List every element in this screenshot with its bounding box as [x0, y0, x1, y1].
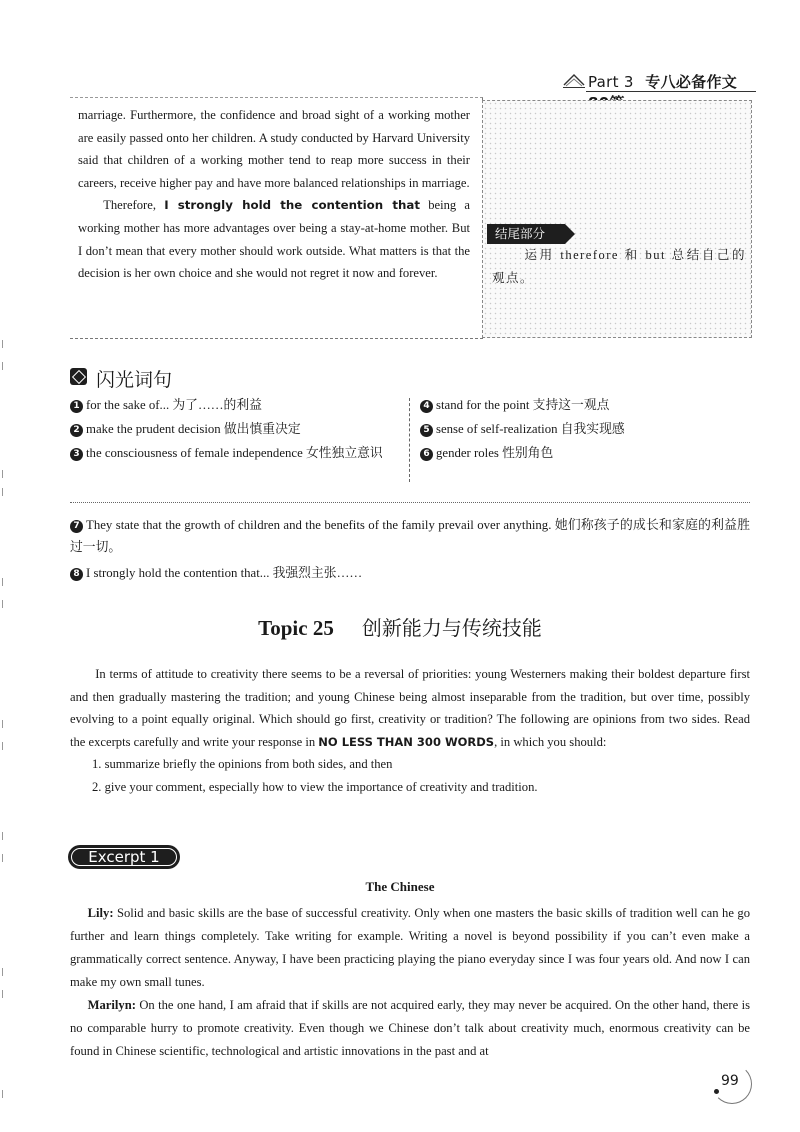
speaker-paragraph-lily	[70, 902, 750, 994]
word-requirement: NO LESS THAN 300 WORDS	[318, 734, 495, 749]
list-item	[70, 562, 750, 584]
list-item	[420, 418, 750, 440]
side-note-text	[492, 244, 746, 290]
item-number: 1	[70, 400, 83, 413]
item-text: make the prudent decision 做出慎重决定	[86, 422, 301, 436]
list-item	[420, 442, 750, 464]
flash-title: 闪光词句	[96, 369, 173, 391]
prompt-point-2: 2. give your comment, especially how to view the importance of creativity and tradition.	[92, 779, 538, 794]
scan-edge-marks	[2, 0, 8, 1132]
item-number: 8	[70, 568, 83, 581]
essay-tail	[78, 104, 470, 285]
running-header	[562, 70, 752, 92]
speaker-text: Solid and basic skills are the base of successful creativity. Only when one masters the basic skills of tradition well can he go further and learn things completely. Take writing for example. Writing a novel is beyond possibility if you can’t even make a grammatically correct sentence. Anyway, I have been practicing playing the piano everyday since I was four years old. And now I can make my own small tunes.	[70, 906, 750, 989]
prompt-intro	[70, 663, 750, 753]
list-item	[420, 394, 750, 416]
diamond-icon	[70, 368, 87, 385]
item-text: gender roles 性别角色	[436, 446, 554, 460]
essay-paragraph-2-end: being a working mother has more advantages over being a stay-at-home mother. But I don’t mean that every mother should work outside. What matters is that the decision is her own choice and she would not regret it now and forever.	[78, 198, 470, 281]
prompt-text-end: , in which you should:	[494, 734, 607, 749]
topic-title: 创新能力与传统技能	[361, 616, 542, 640]
item-text: stand for the point 支持这一观点	[436, 398, 610, 412]
task-prompt	[70, 663, 750, 799]
item-text: They state that the growth of children and the benefits of the family prevail over anything. 她们称孩子的成长和家庭的利益胜过一切。	[70, 518, 750, 554]
excerpt-tag-label: Excerpt 1	[88, 848, 160, 866]
essay-paragraph-2-start: Therefore,	[103, 198, 165, 213]
item-number: 6	[420, 448, 433, 461]
prompt-point-1: 1. summarize briefly the opinions from both sides, and then	[92, 757, 393, 772]
excerpt-tag	[68, 845, 180, 869]
list-item	[70, 394, 400, 416]
section-divider	[70, 502, 750, 503]
column-divider	[409, 398, 410, 482]
item-number: 2	[70, 424, 83, 437]
list-item	[70, 514, 750, 558]
item-number: 7	[70, 520, 83, 533]
item-number: 5	[420, 424, 433, 437]
excerpt-title: The Chinese	[365, 879, 435, 894]
key-phrase: I strongly hold the contention that	[164, 198, 420, 213]
item-text: I strongly hold the contention that... 我强烈主张……	[86, 566, 363, 580]
topic-label: Topic 25	[258, 616, 334, 640]
item-text: sense of self-realization 自我实现感	[436, 422, 625, 436]
excerpt-body	[70, 902, 750, 1063]
page-number-badge	[712, 1064, 752, 1104]
item-text: for the sake of... 为了……的利益	[86, 398, 262, 412]
essay-paragraph-1: marriage. Furthermore, the confidence and broad sight of a working mother are easily passed onto her children. A study conducted by Harvard University said that children of a working mother tend to reap more success in their careers, receive higher pay and have more balanced relationships in marriage.	[78, 108, 470, 190]
book-icon	[562, 71, 586, 89]
topic-heading	[0, 612, 800, 641]
side-note-tag: 结尾部分	[487, 224, 565, 244]
page-number: 99	[721, 1073, 739, 1089]
essay-paragraph-2	[78, 194, 470, 284]
prompt-text: In terms of attitude to creativity there seems to be a reversal of priorities: young Westerners making their boldest departure first and then gradually mastering the tradition; and young Chinese being almost inseparable from the tradition, but over time, possibly evolving to a point equally original. Which should go first, creativity or tradition? The following are opinions from two sides. Read the excerpts carefully and write your response in	[70, 667, 750, 749]
part-label: Part 3	[588, 73, 634, 91]
item-text: the consciousness of female independence 女性独立意识	[86, 446, 383, 460]
list-item	[70, 418, 400, 440]
speaker-name: Marilyn:	[87, 998, 136, 1012]
speaker-name: Lily:	[87, 906, 114, 920]
header-rule	[586, 91, 756, 92]
book-title: 专八必备作文	[645, 73, 738, 91]
item-number: 3	[70, 448, 83, 461]
list-item	[70, 442, 400, 464]
side-note-panel	[482, 100, 752, 338]
side-note-body: 运用 therefore 和 but 总结自己的观点。	[492, 248, 746, 285]
item-number: 4	[420, 400, 433, 413]
speaker-text: On the one hand, I am afraid that if skills are not acquired early, they may never be acquired. On the other hand, there is no comparable hurry to promote creativity. Even though we Chinese don’t talk about creativity much, enormous creativity can be found in Chinese scientific, technological and artistic innovations in the past and at	[70, 998, 750, 1058]
speaker-paragraph-marilyn	[70, 994, 750, 1063]
